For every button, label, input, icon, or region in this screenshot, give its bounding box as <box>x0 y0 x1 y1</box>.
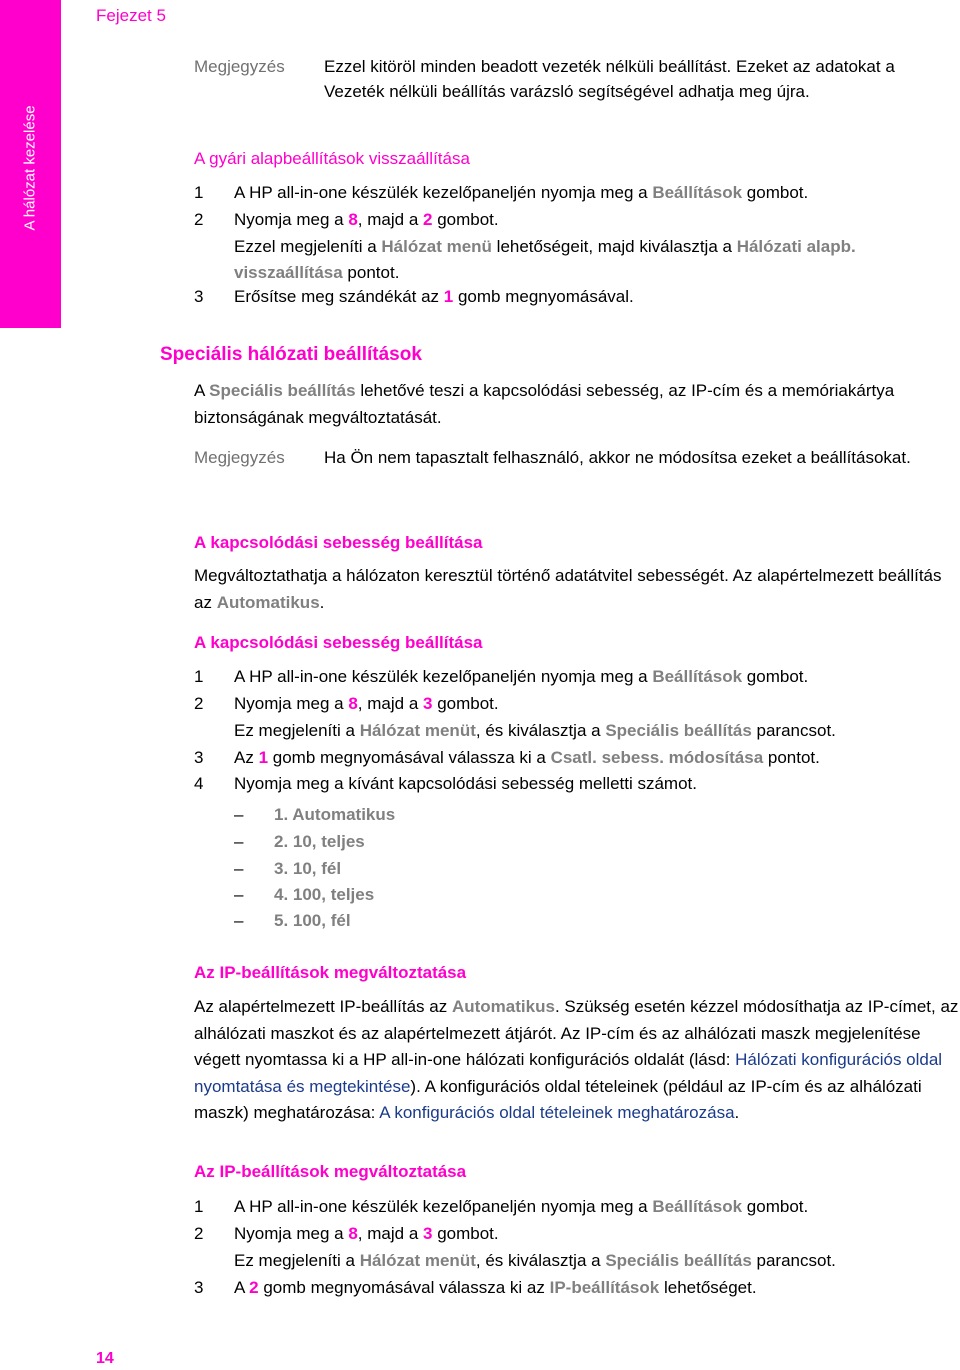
keyword: Hálózat menüt <box>359 1250 476 1270</box>
keyword: Beállítások <box>652 667 743 686</box>
config-page-print-link[interactable]: Hálózati konfigurációs oldal nyomtatása és megtekintése <box>194 1050 943 1096</box>
dash: – <box>234 859 244 878</box>
keyword: Automatikus <box>451 997 555 1016</box>
step-number: 3 <box>194 287 204 306</box>
keyword: Hálózat menüt <box>359 720 476 740</box>
step-text: Nyomja meg a 8, majd a 2 gombot. Ezzel megjeleníti a Hálózat menü lehetőségeit, majd kiválasztja a Hálózati alapb. visszaállítása pontot. <box>234 210 856 282</box>
keyword: Csatl. sebess. módosítása <box>550 748 764 767</box>
step-text: Az 1 gomb megnyomásával válassza ki a Csatl. sebess. módosítása pontot. <box>234 748 820 767</box>
dash: – <box>234 805 244 824</box>
step-text: A HP all-in-one készülék kezelőpaneljén nyomja meg a Beállítások gombot. <box>234 667 809 686</box>
special-intro: A Speciális beállítás lehetővé teszi a kapcsolódási sebesség, az IP-cím és a memóriakártya biztonságának megváltoztatását. <box>194 381 895 427</box>
note-label: Megjegyzés <box>194 448 285 467</box>
step-number: 3 <box>194 748 204 767</box>
button-number: 2 <box>423 210 433 229</box>
dash: – <box>234 885 244 904</box>
option-label: 2. 10, teljes <box>274 832 365 851</box>
step-number: 1 <box>194 183 204 202</box>
step-number: 1 <box>194 1197 204 1216</box>
step-number: 2 <box>194 694 204 713</box>
speed-steps-heading: A kapcsolódási sebesség beállítása <box>194 633 483 652</box>
factory-reset-heading: A gyári alapbeállítások visszaállítása <box>194 149 470 168</box>
ip-heading: Az IP-beállítások megváltoztatása <box>194 963 467 982</box>
note-label: Megjegyzés <box>194 57 285 76</box>
note-text: Ezzel kitöröl minden beadott vezeték nélküli beállítást. Ezeket az adatokat a Vezeték nélküli beállítás varázsló segítségével adhatja meg újra. <box>324 57 895 101</box>
button-number: 3 <box>423 694 433 713</box>
ip-steps-heading: Az IP-beállítások megváltoztatása <box>194 1162 467 1181</box>
keyword: Beállítások <box>652 183 743 202</box>
step-number: 3 <box>194 1278 204 1297</box>
note-text: Ha Ön nem tapasztalt felhasználó, akkor ne módosítsa ezeket a beállításokat. <box>324 448 911 467</box>
button-number: 2 <box>249 1278 259 1297</box>
button-number: 1 <box>443 287 454 306</box>
step-text: Nyomja meg a kívánt kapcsolódási sebesség melletti számot. <box>234 774 697 793</box>
button-number: 8 <box>348 210 358 229</box>
button-number: 3 <box>423 1224 433 1243</box>
button-number: 8 <box>348 694 358 713</box>
keyword: IP-beállítások <box>549 1278 660 1297</box>
ip-intro: Az alapértelmezett IP-beállítás az Automatikus. Szükség esetén kézzel módosíthatja az IP-címet, az alhálózati maszkot és az alapértelmezett átjárót. Az IP-cím és az alhálózati maszk megjelenítése végett nyomtassa ki a HP all-in-one hálózati konfigurációs oldalát (lásd: Hálózati konfigurációs oldal nyomtatása és megtekintése). A konfigurációs oldal tételeinek (például az IP-cím és az alhálózati maszk) meghatározása: A konfigurációs oldal tételeinek meghatározása. <box>194 997 959 1122</box>
option-label: 4. 100, teljes <box>274 885 375 904</box>
option-label: 3. 10, fél <box>274 859 342 878</box>
step-text: Nyomja meg a 8, majd a 3 gombot. Ez megjeleníti a Hálózat menüt, és kiválasztja a Speciális beállítás parancsot. <box>234 694 836 740</box>
step-number: 2 <box>194 210 204 229</box>
dash: – <box>234 832 244 851</box>
step-text: Erősítse meg szándékát az 1 gomb megnyomásával. <box>234 287 634 306</box>
step-text: A HP all-in-one készülék kezelőpaneljén nyomja meg a Beállítások gombot. <box>234 183 809 202</box>
special-settings-heading: Speciális hálózati beállítások <box>160 344 422 365</box>
keyword: Automatikus <box>216 592 320 612</box>
keyword: Speciális beállítás <box>209 381 356 400</box>
keyword: Beállítások <box>652 1197 743 1216</box>
keyword: Hálózati alapb. visszaállítása <box>234 236 856 282</box>
config-page-items-link[interactable]: A konfigurációs oldal tételeinek meghatározása <box>379 1103 735 1122</box>
page-number: 14 <box>96 1350 114 1367</box>
button-number: 1 <box>258 748 269 767</box>
dash: – <box>234 911 244 930</box>
step-number: 1 <box>194 667 204 686</box>
step-text: A 2 gomb megnyomásával válassza ki az IP-beállítások lehetőséget. <box>234 1278 757 1297</box>
chapter-side-tab <box>0 0 61 328</box>
step-text: Nyomja meg a 8, majd a 3 gombot. Ez megjeleníti a Hálózat menüt, és kiválasztja a Speciális beállítás parancsot. <box>234 1224 836 1270</box>
step-text: A HP all-in-one készülék kezelőpaneljén nyomja meg a Beállítások gombot. <box>234 1197 809 1216</box>
option-label: 5. 100, fél <box>274 911 351 930</box>
keyword: Hálózat menü <box>381 236 492 256</box>
step-number: 4 <box>194 774 204 793</box>
keyword: Speciális beállítás <box>605 1250 752 1270</box>
option-label: 1. Automatikus <box>274 805 396 824</box>
side-tab-label: A hálózat kezelése <box>21 105 39 231</box>
speed-heading: A kapcsolódási sebesség beállítása <box>194 533 483 552</box>
chapter-header: Fejezet 5 <box>96 6 166 25</box>
step-number: 2 <box>194 1224 204 1243</box>
speed-intro: Megváltoztathatja a hálózaton keresztül történő adatátvitel sebességét. Az alapértelmezett beállítás az Automatikus. <box>194 566 942 612</box>
button-number: 8 <box>348 1224 358 1243</box>
keyword: Speciális beállítás <box>605 720 752 740</box>
